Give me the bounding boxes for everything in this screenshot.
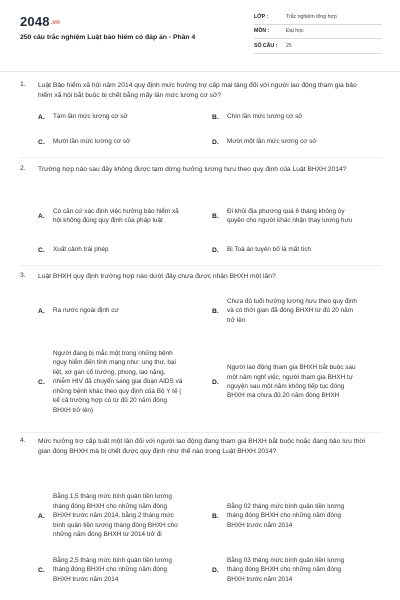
question-divider [20,265,382,266]
question-text: Trường hợp nào sau đây không được tạm dừng hưởng lương hưu theo quy định của Luật BHXH 2014? [38,166,347,173]
option-text: Bằng 03 tháng mức bình quân tiền lương tháng đóng BHXH cho những năm đóng BHXH trước năm 2014 [227,556,345,583]
logo-suffix: .vn [50,19,61,26]
option-text: Bằng 02 tháng mức bình quân tiền lương tháng đóng BHXH cho những năm đóng BHXH trước năm 2014 [227,502,345,529]
option-letter: A. [38,113,45,121]
option-text: Mười một lần mức lương cơ sở [227,138,317,146]
answer-option-c[interactable] [38,335,208,429]
answer-option-a[interactable] [38,483,208,549]
option-text: Chín lần mức lương cơ sở [227,113,303,121]
header-divider [0,71,400,72]
option-letter: D. [212,138,219,146]
answer-option-b[interactable] [212,293,382,329]
answer-option-d[interactable] [212,335,382,429]
question-divider [20,157,382,158]
option-letter: D. [212,566,219,574]
answer-option-a[interactable] [38,293,208,329]
question-number: 3. [20,272,26,279]
meta-value: 25 [286,42,292,49]
option-letter: B. [212,512,219,520]
meta-value: Đại học [286,28,304,35]
option-letter: C. [38,378,45,386]
answer-option-d[interactable] [212,133,382,151]
answer-option-c[interactable] [38,553,208,587]
meta-row-class [254,10,382,25]
option-text: Chưa đủ tuổi hưởng lương hưu theo quy định và có thời gian đã đóng BHXH từ đủ 20 năm trở lên [227,297,357,324]
question-divider [20,432,382,433]
meta-label: SỐ CÂU : [254,42,278,49]
question-text: Luật Bảo hiểm xã hội năm 2014 quy định mức hưởng trợ cấp mai táng đối với người lao động tham gia bảo hiểm xã hội bắt buộc bị chết bằng mấy lần mức lương cơ sở? [38,82,357,99]
option-letter: A. [38,212,45,220]
logo-text: 2048 [20,14,50,29]
question-number: 4. [20,437,26,444]
meta-row-subject [254,25,382,40]
meta-value: Trắc nghiệm tổng hợp [286,13,337,20]
option-letter: C. [38,246,45,254]
answer-option-d[interactable] [212,241,382,259]
page-header [0,0,400,70]
option-letter: C. [38,566,45,574]
option-text: Người đang bị mắc một trong những bệnh nguy hiểm đến tính mạng như: ung thư, bại liệt, xơ gan cổ trướng, phong, lao nặng, nhiễm HIV đã chuyển sang giai đoạn AIDS và những bệnh khác theo quy định của Bộ Y tế ( kể cả trường hợp có từ đủ 20 năm đóng BHXH trở lên) [53,350,183,414]
option-text: Đi khỏi địa phương quá 6 tháng không ủy quyền cho người khác nhận thay lương hưu [227,207,353,224]
option-text: Bằng 2,5 tháng mức bình quân tiền lương tháng đóng BHXH cho những năm đóng BHXH trước năm 2014 [53,556,172,583]
answer-option-a[interactable] [38,196,208,236]
answer-option-b[interactable] [212,483,382,549]
option-text: Xuất cảnh trái phép [53,246,109,254]
answer-option-c[interactable] [38,133,208,151]
answer-option-d[interactable] [212,553,382,587]
option-letter: B. [212,113,219,121]
question-number: 2. [20,165,26,172]
question-number: 1. [20,81,26,88]
answer-option-b[interactable] [212,196,382,236]
option-letter: B. [212,307,219,315]
question-text: Luật BHXH quy định trường hợp nào dưới đây chưa được nhận BHXH một lần? [38,273,276,280]
option-letter: C. [38,138,45,146]
page-title: 250 câu trắc nghiệm Luật bảo hiểm có đáp án - Phần 4 [20,34,196,41]
question-text: Mức hưởng trợ cấp tuất một lần đối với người lao động đang tham gia BHXH bắt buộc hoặc đang bảo lưu thời gian đóng BHXH mà bị chết được quy định như thế nào trong Luật BHXH 2014? [38,438,366,455]
option-letter: A. [38,512,45,520]
option-text: Ra nước ngoài định cư [53,307,119,315]
option-letter: D. [212,246,219,254]
meta-label: MÔN : [254,28,270,35]
meta-label: LỚP : [254,13,269,20]
meta-row-count [254,39,382,54]
option-text: Bị Toà án tuyên bố là mất tích [227,246,312,254]
option-text: Người lao động tham gia BHXH bắt buộc sau một năm nghỉ việc, người tham gia BHXH tự nguyện sau một năm không tiếp tục đóng BHXH mà chưa đủ 20 năm đóng BHXH [227,364,356,400]
option-letter: A. [38,307,45,315]
answer-option-c[interactable] [38,241,208,259]
answer-option-b[interactable] [212,108,382,126]
option-text: Tám lần mức lương cơ sở [53,113,128,121]
answer-option-a[interactable] [38,108,208,126]
option-text: Có căn cứ xác định việc hưởng bảo hiểm xã hội không đúng quy định của pháp luật [53,207,179,224]
site-logo[interactable] [20,14,60,29]
meta-info [254,10,382,54]
option-text: Mười lần mức lương cơ sở [53,138,131,146]
option-letter: B. [212,212,219,220]
option-text: Bằng 1,5 tháng mức bình quân tiền lương tháng đóng BHXH cho những năm đóng BHXH trước năm 2014, bằng 2 tháng mức bình quân tiền lương tháng đóng BHXH cho những năm đóng BHXH từ 2014 trở đi [53,493,178,539]
option-letter: D. [212,378,219,386]
